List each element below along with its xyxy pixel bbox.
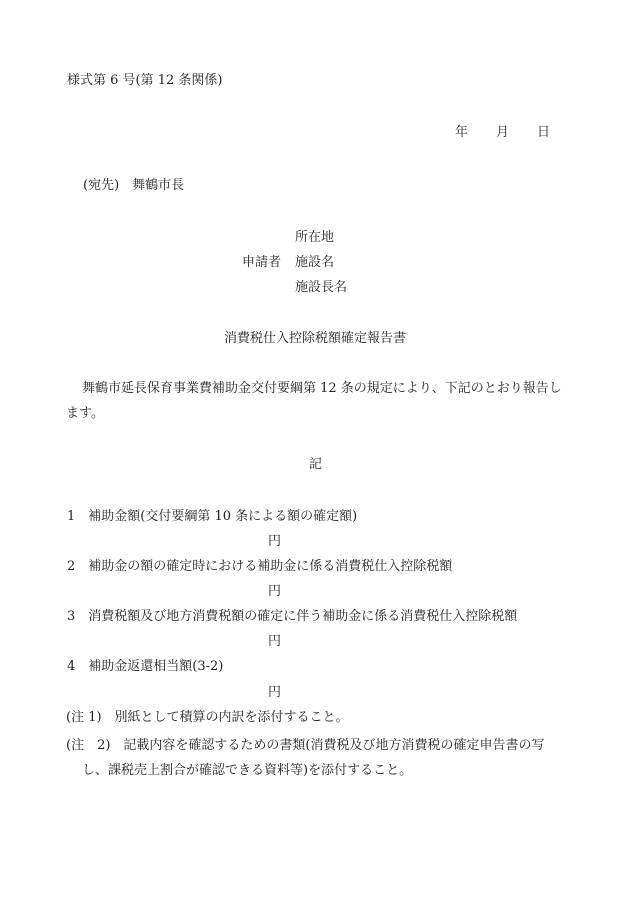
address-label: 所在地 <box>295 230 335 245</box>
applicant-label: 申請者 <box>242 255 282 270</box>
item-3-unit: 円 <box>268 634 282 649</box>
ki-heading: 記 <box>309 457 323 472</box>
item-3-label: 3 消費税額及び地方消費税額の確定に伴う補助金に係る消費税仕入控除税額 <box>67 609 518 624</box>
form-number: 様式第 6 号(第 12 条関係) <box>67 73 223 88</box>
item-2-unit: 円 <box>268 584 282 599</box>
body-text-line-1: 舞鶴市延長保育事業費補助金交付要綱第 12 条の規定により、下記のとおり報告し <box>82 381 562 396</box>
item-4-label: 4 補助金返還相当額(3-2) <box>67 659 224 674</box>
item-2-label: 2 補助金の額の確定時における補助金に係る消費税仕入控除税額 <box>67 559 453 574</box>
note-1: (注 1) 別紙として積算の内訳を添付すること。 <box>66 710 349 725</box>
item-1-unit: 円 <box>268 534 282 549</box>
date-year-label: 年 <box>455 125 469 140</box>
facility-name-label: 施設名 <box>295 255 335 270</box>
facility-head-label: 施設長名 <box>295 280 348 295</box>
body-text-line-2: ます。 <box>66 406 104 421</box>
date-month-label: 月 <box>496 125 510 140</box>
item-1-label: 1 補助金額(交付要綱第 10 条による額の確定額) <box>67 509 358 524</box>
date-day-label: 日 <box>537 125 551 140</box>
note-2-line-1: (注 2) 記載内容を確認するための書類(消費税及び地方消費税の確定申告書の写 <box>66 738 545 753</box>
item-4-unit: 円 <box>268 685 282 700</box>
note-2-line-2: し、課税売上割合が確認できる資料等)を添付すること。 <box>82 763 413 778</box>
addressee: (宛先) 舞鶴市長 <box>83 178 185 193</box>
document-title: 消費税仕入控除税額確定報告書 <box>223 331 406 346</box>
